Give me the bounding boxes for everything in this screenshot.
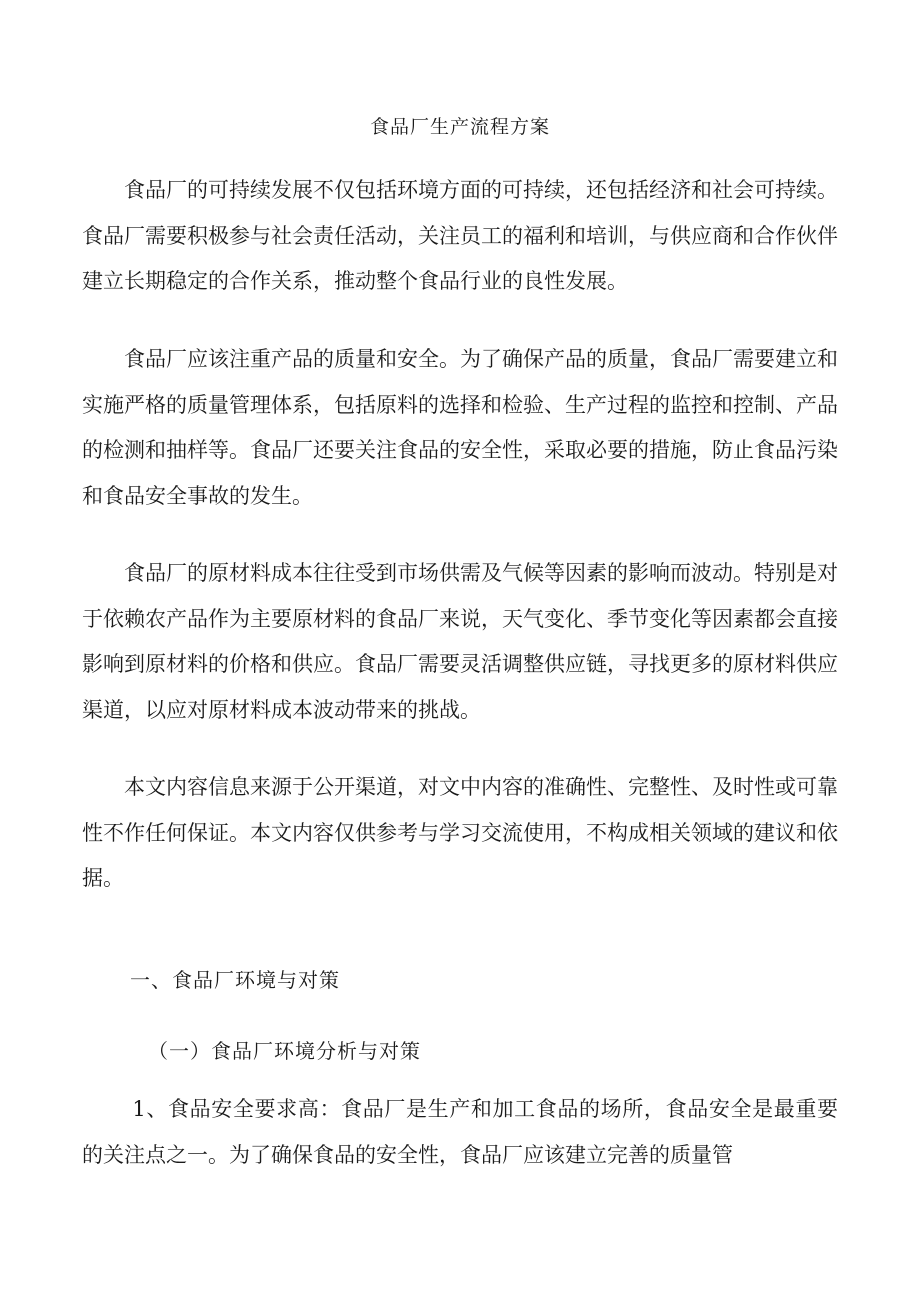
section-heading: 一、食品厂环境与对策: [130, 968, 340, 992]
document-title: 食品厂生产流程方案: [369, 116, 550, 138]
subsection-heading: （一）食品厂环境分析与对策: [148, 1039, 421, 1063]
paragraph-sustainability: 食品厂的可持续发展不仅包括环境方面的可持续，还包括经济和社会可持续。食品厂需要积极参与社会责任活动，关注员工的福利和培训，与供应商和合作伙伴建立长期稳定的合作关系，推动整个食品行业的良性发展。: [82, 178, 838, 293]
paragraph-raw-material-cost: 食品厂的原材料成本往往受到市场供需及气候等因素的影响而波动。特别是对于依赖农产品作为主要原材料的食品厂来说，天气变化、季节变化等因素都会直接影响到原材料的价格和供应。食品厂需要灵活调整供应链，寻找更多的原材料供应渠道，以应对原材料成本波动带来的挑战。: [82, 561, 838, 722]
paragraph-quality-safety: 食品厂应该注重产品的质量和安全。为了确保产品的质量，食品厂需要建立和实施严格的质量管理体系，包括原料的选择和检验、生产过程的监控和控制、产品的检测和抽样等。食品厂还要关注食品的安全性，采取必要的措施，防止食品污染和食品安全事故的发生。: [82, 347, 838, 508]
list-item-food-safety: 1、食品安全要求高：食品厂是生产和加工食品的场所，食品安全是最重要的关注点之一。为了确保食品的安全性，食品厂应该建立完善的质量管: [82, 1097, 838, 1167]
paragraph-disclaimer: 本文内容信息来源于公开渠道，对文中内容的准确性、完整性、及时性或可靠性不作任何保证。本文内容仅供参考与学习交流使用，不构成相关领域的建议和依据。: [82, 775, 838, 890]
